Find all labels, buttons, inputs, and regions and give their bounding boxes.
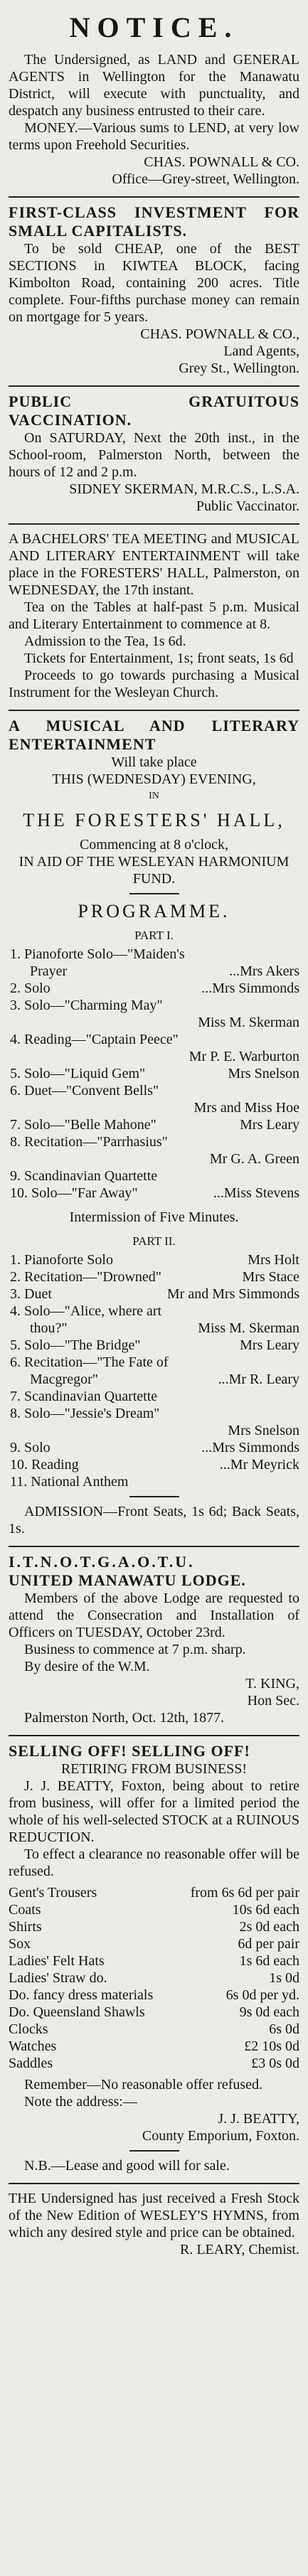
notice-heading: NOTICE. (69, 11, 239, 43)
newspaper-column (9, 0, 299, 2267)
hymns-name: R. LEARY, Chemist. (180, 2242, 299, 2257)
concert-venue: THE FORESTERS' HALL, (23, 810, 285, 830)
tea-meeting-ad (9, 525, 299, 711)
concert-time: Commencing at 8 o'clock, (79, 837, 229, 853)
divider (129, 1496, 179, 1497)
programme-item: Mr G. A. Green (209, 1151, 299, 1167)
programme-item: 2. Recitation—"Drowned" Mrs Stace (10, 1269, 299, 1285)
price-row: Shirts 2s 0d each (9, 1919, 299, 1935)
selling-remember: Remember—No reasonable offer refused. (24, 2077, 263, 2093)
selling-off-ad (9, 1736, 299, 2184)
selling-note: Note the address:— (24, 2094, 137, 2110)
concert-ad (9, 711, 299, 1547)
lodge-business: Business to commence at 7 p.m. sharp. (24, 1642, 246, 1657)
price-row: Clocks 6s 0d (9, 2021, 299, 2037)
divider (129, 893, 179, 894)
lodge-ad (9, 1547, 299, 1736)
selling-heading: SELLING OFF! SELLING OFF! (9, 1742, 250, 1760)
investment-heading: FIRST-CLASS INVESTMENT FOR SMALL CAPITALISTS. (9, 203, 299, 240)
price-list (9, 1884, 299, 2072)
vaccination-title: Public Vaccinator. (196, 498, 299, 514)
notice-money: MONEY.—Various sums to LEND, at very low terms upon Freehold Securities. (9, 120, 299, 153)
part-two-label: PART II. (132, 1234, 176, 1248)
programme-title: PROGRAMME. (78, 901, 230, 921)
tea-admission: Admission to the Tea, 1s 6d. (24, 634, 186, 649)
programme-item: 10. Reading ...Mr Meyrick (10, 1457, 299, 1473)
programme-item: 8. Solo—"Jessie's Dream" (10, 1406, 160, 1421)
programme-item: Prayer ...Mrs Akers (30, 963, 299, 979)
tea-proceeds: Proceeds to go towards purchasing a Musical Instrument for the Wesleyan Church. (9, 668, 299, 700)
hymns-ad (9, 2184, 299, 2267)
price-row: Ladies' Felt Hats 1s 6d each (9, 1953, 299, 1969)
concert-heading: A MUSICAL AND LITERARY ENTERTAINMENT (9, 717, 299, 753)
hymns-body: THE Undersigned has just received a Fresh Stock of the New Edition of WESLEY'S HYMNS, from which any desired style and price can be obtained. (9, 2191, 299, 2240)
selling-name: J. J. BEATTY, (218, 2111, 299, 2127)
programme-item: 10. Solo—"Far Away" ...Miss Stevens (10, 1185, 299, 1201)
programme-item: Miss M. Skerman (198, 1015, 299, 1030)
part-one-list (9, 946, 299, 1202)
lodge-title: UNITED MANAWATU LODGE. (9, 1571, 246, 1589)
programme-item: 4. Solo—"Alice, where art (10, 1303, 162, 1319)
price-row: Coats 10s 6d each (9, 1902, 299, 1918)
concert-when: THIS (WEDNESDAY) EVENING, (52, 771, 256, 787)
programme-item: 8. Recitation—"Parrhasius" (10, 1134, 168, 1150)
programme-item: 6. Recitation—"The Fate of (10, 1354, 169, 1370)
programme-item: 5. Solo—"The Bridge" Mrs Leary (10, 1337, 299, 1353)
notice-ad (9, 4, 299, 198)
lodge-heading: I.T.N.O.T.G.A.O.T.U. (9, 1553, 195, 1571)
lodge-date: Palmerston North, Oct. 12th, 1877. (24, 1710, 225, 1726)
concert-will-take-place: Will take place (111, 754, 197, 770)
lodge-sec: Hon Sec. (247, 1693, 299, 1709)
vaccination-heading: PUBLIC GRATUITOUS VACCINATION. (9, 392, 299, 429)
programme-item: 7. Scandinavian Quartette (10, 1389, 158, 1404)
programme-item: 11. National Anthem (10, 1474, 129, 1490)
intermission-text: Intermission of Five Minutes. (69, 1209, 239, 1225)
selling-retiring: RETIRING FROM BUSINESS! (60, 1761, 248, 1777)
selling-nb: N.B.—Lease and good will for sale. (24, 2158, 230, 2174)
concert-admission: ADMISSION—Front Seats, 1s 6d; Back Seats, 1s. (9, 1504, 299, 1536)
notice-body: The Undersigned, as LAND and GENERAL AGENTS in Wellington for the Manawatu District, will execute with punctuality, and despatch any business entrusted to their care. (9, 52, 299, 119)
lodge-name: T. KING, (245, 1676, 299, 1691)
programme-item: 6. Duet—"Convent Bells" (10, 1083, 159, 1099)
selling-body: J. J. BEATTY, Foxton, being about to retire from business, will offer for a limited period the whole of his well-selected STOCK at a RUINOUS REDUCTION. (9, 1778, 299, 1845)
price-row: Sox 6d per pair (9, 1936, 299, 1952)
price-row: Ladies' Straw do. 1s 0d (9, 1970, 299, 1986)
price-row: Gent's Trousers from 6s 6d per pair (9, 1885, 299, 1901)
programme-item: 2. Solo ...Mrs Simmonds (10, 980, 299, 996)
programme-item: 4. Reading—"Captain Peece" (10, 1032, 179, 1047)
programme-item: Mrs and Miss Hoe (193, 1100, 299, 1116)
programme-item: 7. Solo—"Belle Mahone" Mrs Leary (10, 1117, 299, 1133)
lodge-body: Members of the above Lodge are requested to attend the Consecration and Installation of Officers on TUESDAY, October 23rd. (9, 1591, 299, 1640)
programme-item: Mrs Snelson (228, 1423, 299, 1438)
programme-item: Macgregor" ...Mr R. Leary (30, 1372, 299, 1387)
programme-item: 9. Solo ...Mrs Simmonds (10, 1440, 299, 1455)
investment-ad (9, 198, 299, 387)
lodge-by-desire: By desire of the W.M. (24, 1659, 150, 1674)
price-row: Saddles £3 0s 0d (9, 2056, 299, 2071)
investment-body: To be sold CHEAP, one of the BEST SECTIONS in KIWTEA BLOCK, facing Kimbolton Road, containing 200 acres. Title complete. Four-fifths purchase money can remain on mortgage for 5 years. (9, 241, 299, 325)
part-two-list (9, 1251, 299, 1490)
programme-item: 9. Scandinavian Quartette (10, 1168, 158, 1184)
price-row: Do. fancy dress materials 6s 0d per yd. (9, 1987, 299, 2003)
selling-clearance: To effect a clearance no reasonable offer will be refused. (9, 1847, 299, 1879)
tea-tickets: Tickets for Entertainment, 1s; front seats, 1s 6d (24, 651, 294, 666)
programme-item: 3. Duet Mr and Mrs Simmonds (10, 1286, 299, 1302)
programme-item: 1. Pianoforte Solo Mrs Holt (10, 1252, 299, 1268)
programme-item: 5. Solo—"Liquid Gem" Mrs Snelson (10, 1066, 299, 1081)
programme-item: Mr P. E. Warburton (188, 1049, 299, 1064)
tea-heading: A BACHELORS' TEA MEETING and MUSICAL AND LITERARY ENTERTAINMENT will take place in the FORESTERS' HALL, Palmerston, on WEDNESDAY, the 17th instant. (9, 531, 299, 598)
investment-firm: CHAS. POWNALL & CO., (140, 326, 299, 342)
investment-role: Land Agents, (223, 343, 299, 359)
concert-aid: IN AID OF THE WESLEYAN HARMONIUM FUND. (18, 854, 290, 887)
price-row: Watches £2 10s 0d (9, 2038, 299, 2054)
vaccination-ad (9, 387, 299, 525)
programme-item: 1. Pianoforte Solo—"Maiden's (10, 946, 185, 962)
programme-item: thou?" Miss M. Skerman (30, 1320, 299, 1336)
tea-tables: Tea on the Tables at half-past 5 p.m. Musical and Literary Entertainment to commence at 8. (9, 599, 299, 632)
vaccination-body: On SATURDAY, Next the 20th inst., in the School-room, Palmerston North, between the hours of 12 and 2 p.m. (9, 430, 299, 480)
divider (129, 2150, 179, 2152)
selling-address: County Emporium, Foxton. (142, 2128, 299, 2144)
vaccination-name: SIDNEY SKERMAN, M.R.C.S., L.S.A. (69, 481, 299, 497)
price-row: Do. Queensland Shawls 9s 0d each (9, 2004, 299, 2020)
part-one-label: PART I. (134, 929, 174, 942)
programme-item: 3. Solo—"Charming May" (10, 998, 163, 1013)
notice-firm: CHAS. POWNALL & CO. (144, 154, 299, 170)
investment-address: Grey St., Wellington. (179, 360, 299, 376)
notice-office: Office—Grey-street, Wellington. (112, 171, 299, 187)
concert-in: IN (149, 791, 159, 801)
